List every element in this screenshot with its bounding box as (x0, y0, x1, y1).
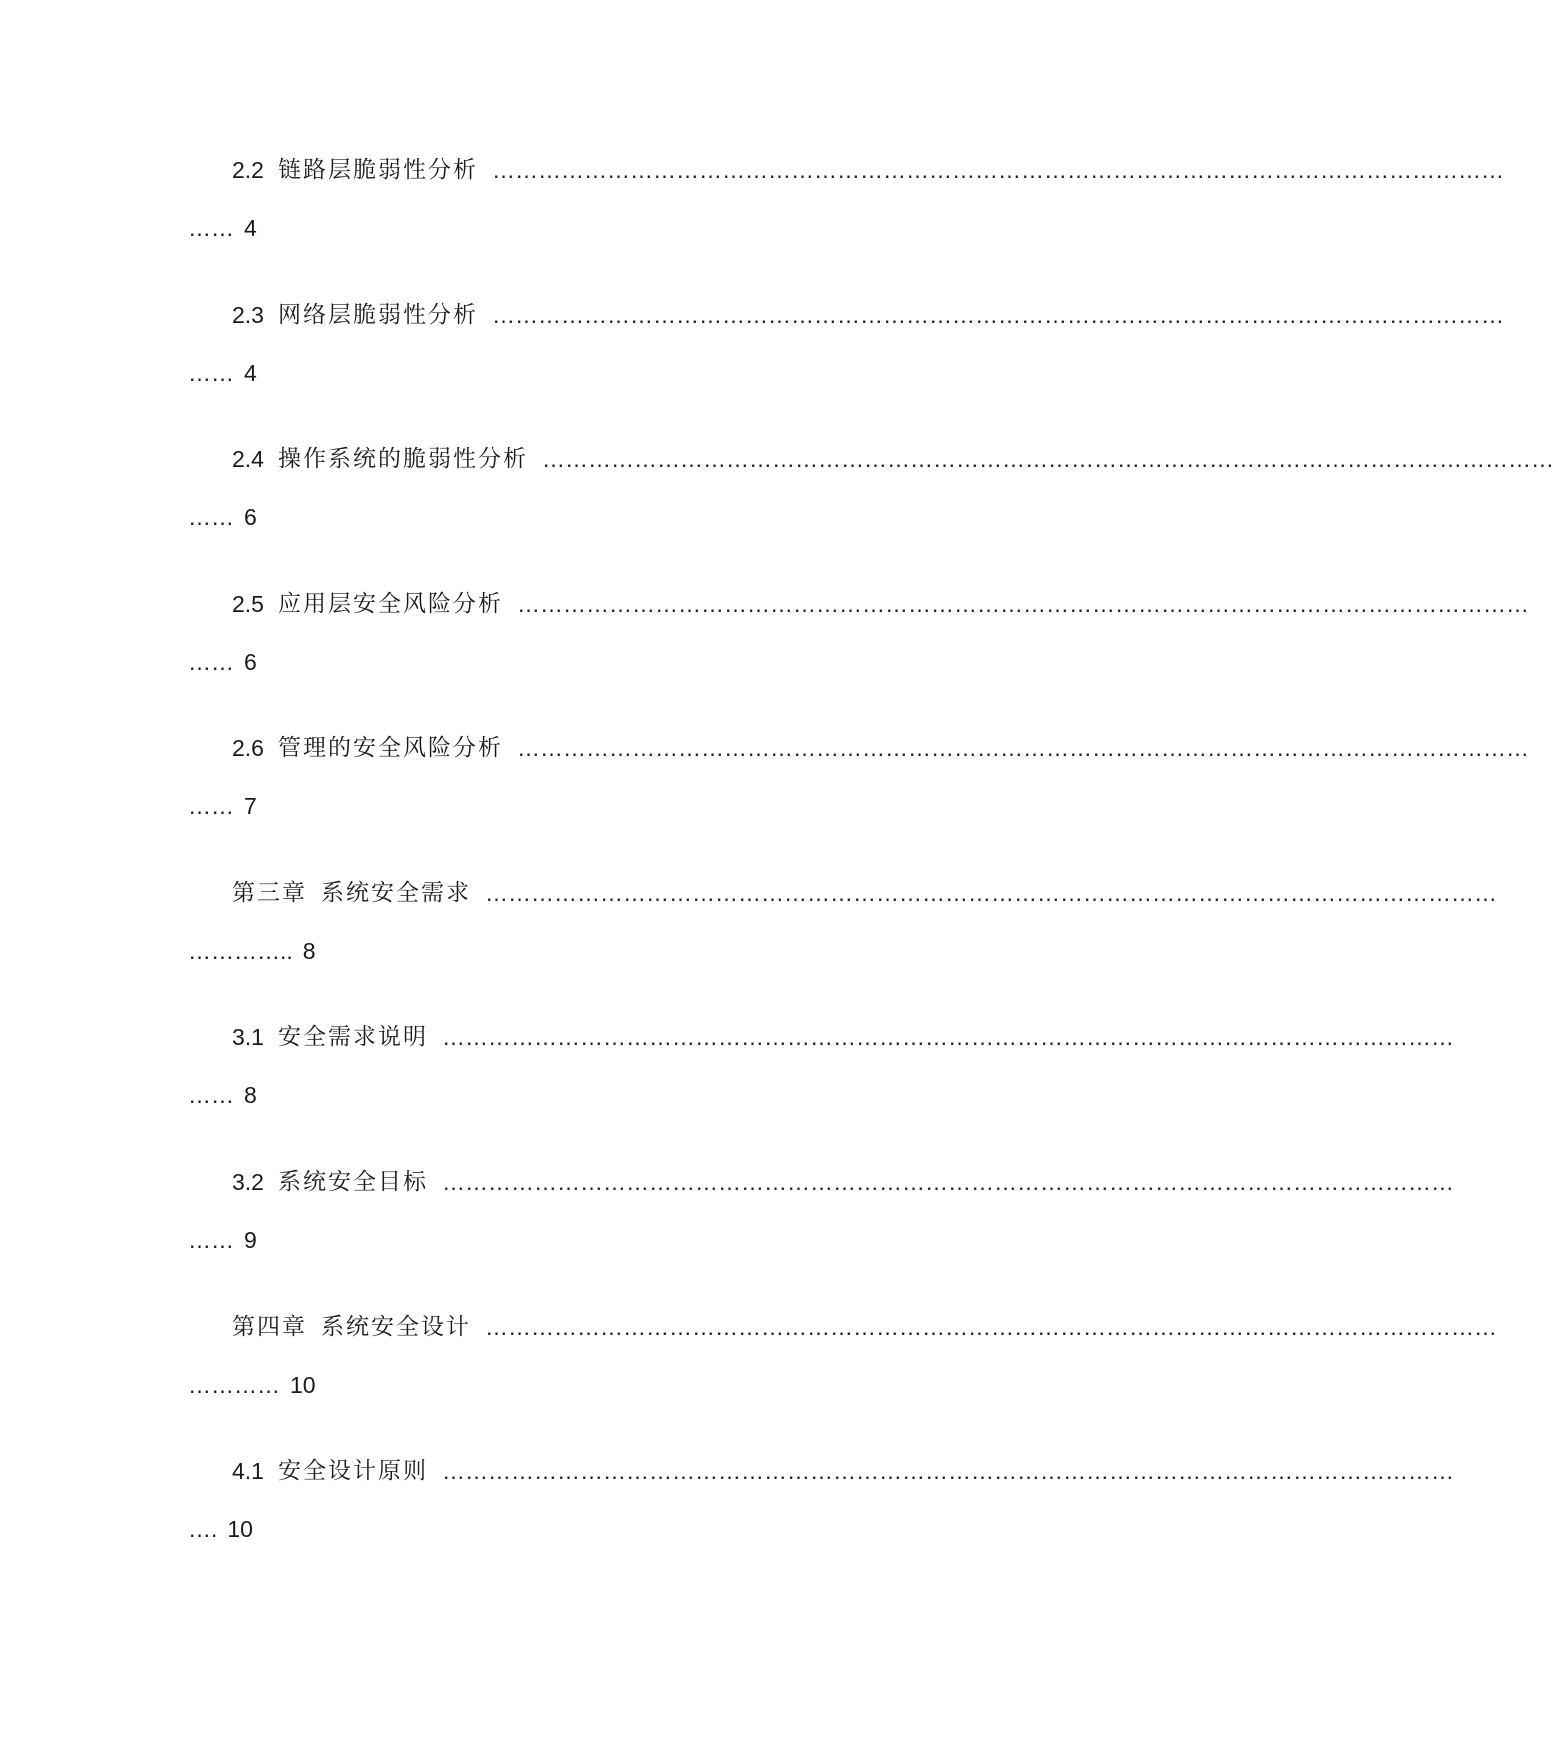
toc-entry-2-2[interactable] (0, 150, 1504, 270)
toc-entry-page: 8 (302, 938, 316, 964)
toc-entry-number: 3.1 (232, 1024, 264, 1050)
toc-entry-page: 10 (290, 1372, 316, 1398)
leader-continuation: …… (188, 1227, 234, 1253)
leader-continuation: ………… (188, 1372, 280, 1398)
toc-entry-2-4[interactable] (0, 439, 1554, 559)
toc-entry-3-1[interactable] (0, 1017, 1454, 1137)
leader-dots: …………………………………………………………………………………………………………………… (541, 446, 1554, 472)
toc-entry-page: 7 (244, 793, 257, 819)
toc-entry-2-6[interactable] (0, 728, 1529, 848)
leader-dots: …………………………………………………………………………………………………………………… (485, 880, 1497, 906)
toc-entry-3-2[interactable] (0, 1162, 1454, 1282)
leader-continuation: …… (188, 1082, 234, 1108)
toc-entry-title: 安全设计原则 (277, 1458, 428, 1484)
leader-dots: …………………………………………………………………………………………………………………… (441, 1458, 1454, 1484)
toc-entry-page: 4 (244, 215, 257, 241)
toc-entry-title: 系统安全设计 (321, 1314, 471, 1340)
leader-dots: …………………………………………………………………………………………………………………… (516, 735, 1529, 761)
leader-continuation: …… (188, 649, 234, 675)
toc-entry-2-5[interactable] (0, 584, 1529, 704)
toc-entry-chapter-3[interactable] (0, 873, 1497, 993)
toc-entry-number: 3.2 (232, 1169, 264, 1195)
toc-entry-title: 操作系统的脆弱性分析 (277, 446, 528, 472)
toc-entry-4-1[interactable] (0, 1451, 1454, 1571)
toc-entry-title: 系统安全需求 (321, 880, 471, 906)
toc-entry-number: 第四章 (232, 1314, 307, 1340)
leader-continuation: …. (188, 1516, 218, 1542)
leader-continuation: ………….. (188, 938, 293, 964)
toc-entry-title: 系统安全目标 (277, 1169, 428, 1195)
leader-dots: …………………………………………………………………………………………………………………… (441, 1169, 1454, 1195)
leader-dots: …………………………………………………………………………………………………………………… (491, 302, 1504, 328)
toc-entry-page: 8 (244, 1082, 257, 1108)
leader-dots: …………………………………………………………………………………………………………………… (485, 1314, 1497, 1340)
toc-entry-title: 管理的安全风险分析 (277, 735, 503, 761)
leader-dots: …………………………………………………………………………………………………………………… (491, 157, 1504, 183)
leader-continuation: …… (188, 504, 234, 530)
leader-continuation: …… (188, 360, 234, 386)
toc-entry-number: 2.6 (232, 735, 264, 761)
toc-entry-chapter-4[interactable] (0, 1307, 1497, 1427)
toc-entry-title: 安全需求说明 (277, 1024, 428, 1050)
toc-entry-number: 2.5 (232, 591, 264, 617)
toc-entry-page: 9 (244, 1227, 257, 1253)
toc-entry-number: 2.2 (232, 157, 264, 183)
toc-entry-page: 6 (244, 504, 257, 530)
toc-entry-page: 10 (227, 1516, 253, 1542)
toc-entry-number: 4.1 (232, 1458, 264, 1484)
toc-entry-number: 第三章 (232, 880, 307, 906)
toc-entry-title: 链路层脆弱性分析 (277, 157, 478, 183)
leader-continuation: …… (188, 215, 234, 241)
leader-continuation: …… (188, 793, 234, 819)
toc-entry-page: 4 (244, 360, 257, 386)
toc-entry-title: 网络层脆弱性分析 (277, 302, 478, 328)
toc-entry-number: 2.4 (232, 446, 264, 472)
toc-entry-page: 6 (244, 649, 257, 675)
toc-entry-number: 2.3 (232, 302, 264, 328)
toc-entry-2-3[interactable] (0, 295, 1504, 415)
leader-dots: …………………………………………………………………………………………………………………… (441, 1024, 1454, 1050)
toc-entry-title: 应用层安全风险分析 (277, 591, 503, 617)
leader-dots: …………………………………………………………………………………………………………………… (516, 591, 1529, 617)
